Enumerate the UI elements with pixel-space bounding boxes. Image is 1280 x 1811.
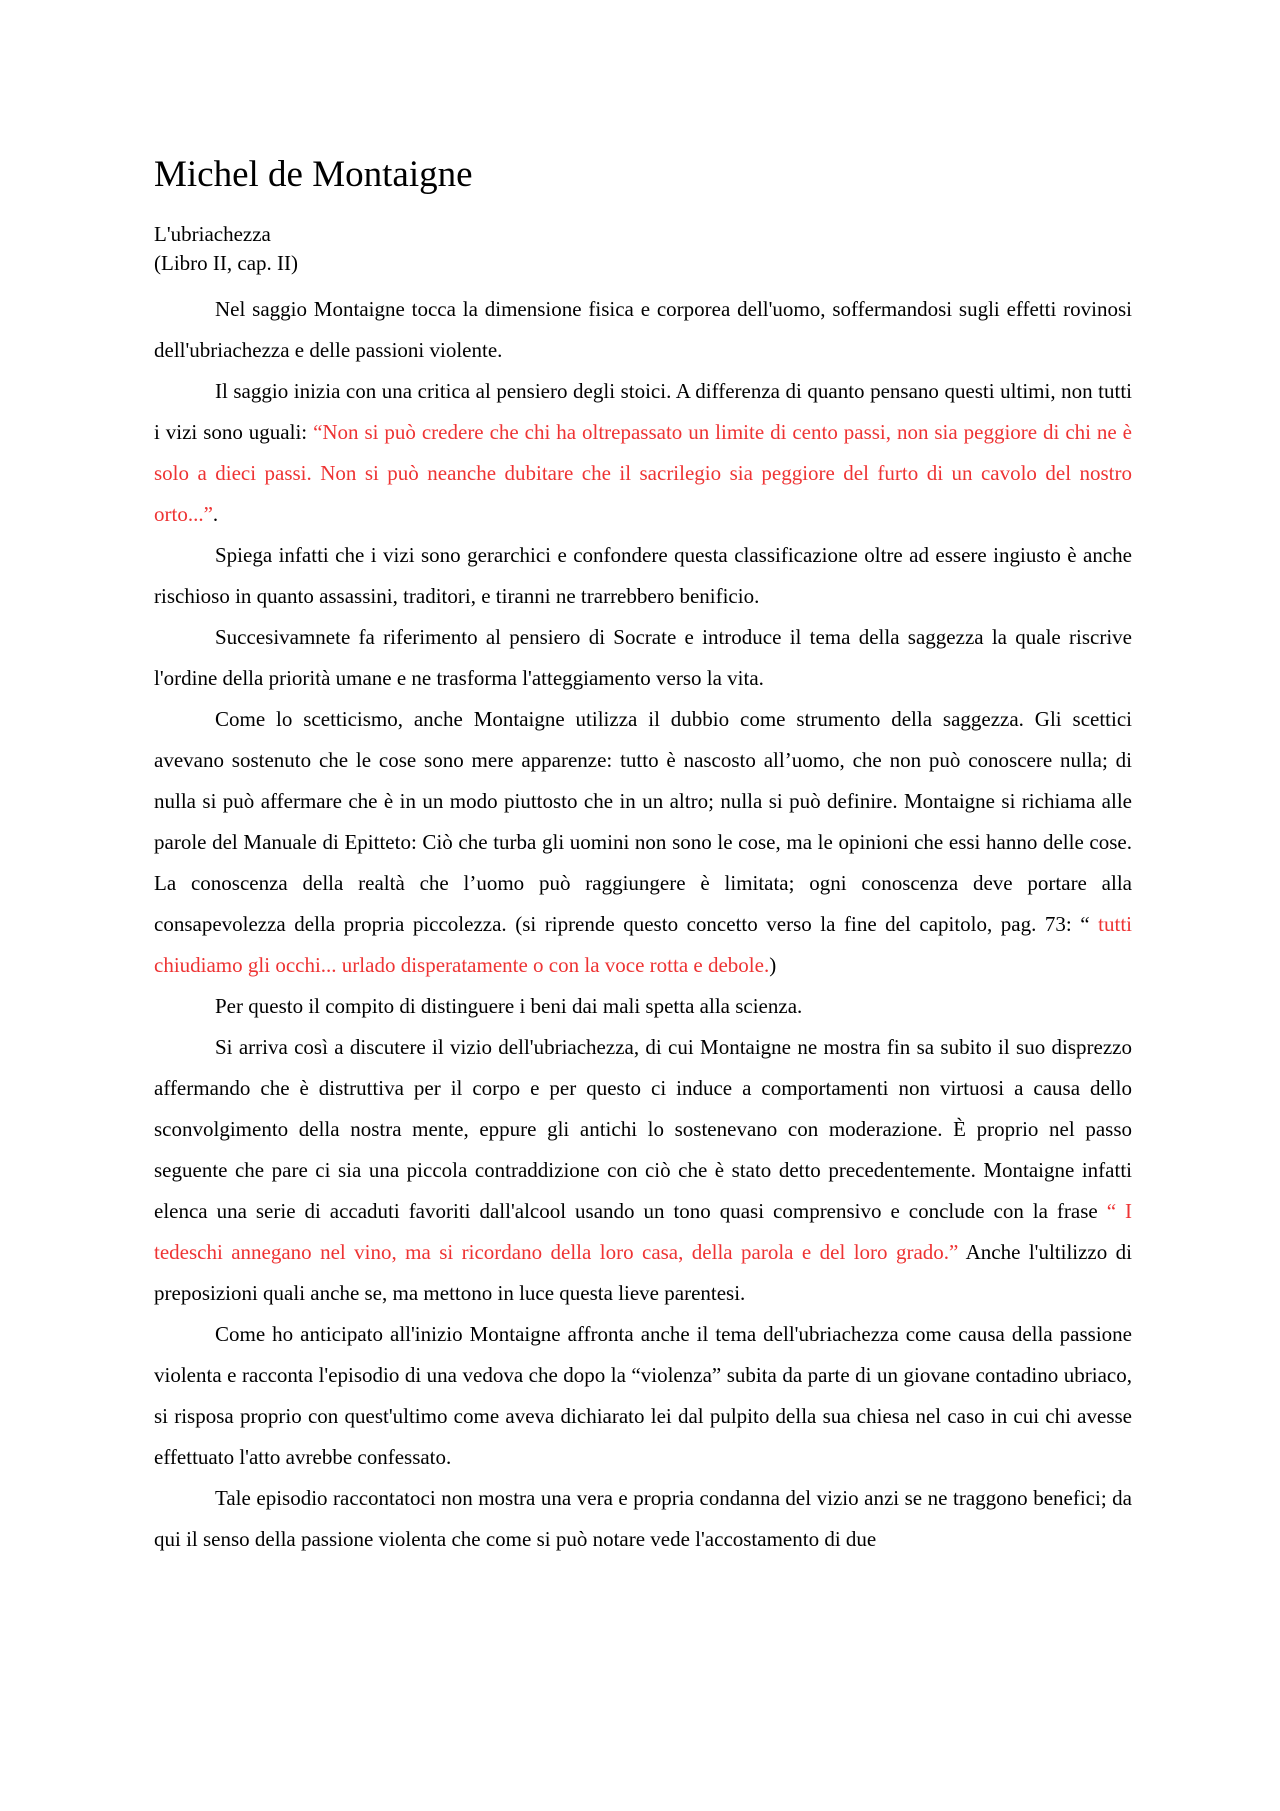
body-paragraph: [154, 1027, 1132, 1314]
body-paragraph: [154, 371, 1132, 535]
paragraph-text: Anche l'ultilizzo di preposizioni quali anche se, ma mettono in luce questa lieve parentesi.: [154, 1240, 1133, 1305]
paragraph-text: Si arriva così a discutere il vizio dell'ubriachezza, di cui Montaigne ne mostra fin sa subito il suo disprezzo affermando che è distruttiva per il corpo e per questo ci induce a comportamenti non virtuosi a causa dello sconvolgimento della nostra mente, eppure gli antichi lo sostenevano con moderazione. È proprio nel passo seguente che pare ci sia una piccola contraddizione con ciò che è stato detto precedentemente. Montaigne infatti elenca una serie di accaduti favoriti dall'alcool usando un tono quasi comprensivo e conclude con la frase: [154, 1035, 1132, 1223]
quotation-text: “ I tedeschi annegano nel vino, ma si ricordano della loro casa, della parola e del loro grado.”: [154, 1199, 1132, 1264]
document-title: Michel de Montaigne: [154, 154, 473, 195]
paragraph-text: Tale episodio raccontatoci non mostra una vera e propria condanna del vizio anzi se ne traggono benefici; da qui il senso della passione violenta che come si può notare vede l'accostamento di due: [154, 1486, 1132, 1551]
paragraph-text: Come ho anticipato all'inizio Montaigne affronta anche il tema dell'ubriachezza come causa della passione violenta e racconta l'episodio di una vedova che dopo la “violenza” subita da parte di un giovane contadino ubriaco, si risposa proprio con quest'ultimo come aveva dichiarato lei dal pulpito della sua chiesa nel caso in cui chi avesse effettuato l'atto avrebbe confessato.: [154, 1322, 1132, 1469]
body-paragraph: [154, 289, 1132, 371]
body-paragraph: [154, 1314, 1132, 1478]
body-paragraph: [154, 986, 1132, 1027]
document-body: [154, 289, 1132, 1560]
document-page: [154, 150, 1132, 1560]
paragraph-text: Succesivamnete fa riferimento al pensiero di Socrate e introduce il tema della saggezza la quale riscrive l'ordine della priorità umane e ne trasforma l'atteggiamento verso la vita.: [154, 625, 1132, 690]
essay-title: L'ubriachezza: [154, 222, 271, 246]
paragraph-text: .: [212, 502, 219, 526]
quotation-text: tutti chiudiamo gli occhi... urlado disperatamente o con la voce rotta e debole.: [154, 912, 1132, 977]
paragraph-text: Per questo il compito di distinguere i beni dai mali spetta alla scienza.: [215, 994, 803, 1018]
body-paragraph: [154, 617, 1132, 699]
body-paragraph: [154, 1478, 1132, 1560]
paragraph-text: Nel saggio Montaigne tocca la dimensione fisica e corporea dell'uomo, soffermandosi sugli effetti rovinosi dell'ubriachezza e delle passioni violente.: [154, 297, 1132, 362]
body-paragraph: [154, 699, 1132, 986]
essay-reference: (Libro II, cap. II): [154, 251, 299, 275]
paragraph-text: Come lo scetticismo, anche Montaigne utilizza il dubbio come strumento della saggezza. Gli scettici avevano sostenuto che le cose sono mere apparenze: tutto è nascosto all’uomo, che non può conoscere nulla; di nulla si può affermare che è in un modo piuttosto che in un altro; nulla si può definire. Montaigne si richiama alle parole del Manuale di Epitteto: Ciò che turba gli uomini non sono le cose, ma le opinioni che essi hanno delle cose. La conoscenza della realtà che l’uomo può raggiungere è limitata; ogni conoscenza deve portare alla consapevolezza della propria piccolezza. (si riprende questo concetto verso la fine del capitolo, pag. 73: “: [154, 707, 1132, 936]
paragraph-text: ): [769, 953, 777, 977]
paragraph-text: Il saggio inizia con una critica al pensiero degli stoici. A differenza di quanto pensano questi ultimi, non tutti i vizi sono uguali:: [154, 379, 1132, 444]
quotation-text: “Non si può credere che chi ha oltrepassato un limite di cento passi, non sia peggiore di chi ne è solo a dieci passi. Non si può neanche dubitare che il sacrilegio sia peggiore del furto di un cavolo del nostro orto...”: [154, 420, 1132, 526]
body-paragraph: [154, 535, 1132, 617]
paragraph-text: Spiega infatti che i vizi sono gerarchici e confondere questa classificazione oltre ad essere ingiusto è anche rischioso in quanto assassini, traditori, e tiranni ne trarrebbero benificio.: [154, 543, 1132, 608]
